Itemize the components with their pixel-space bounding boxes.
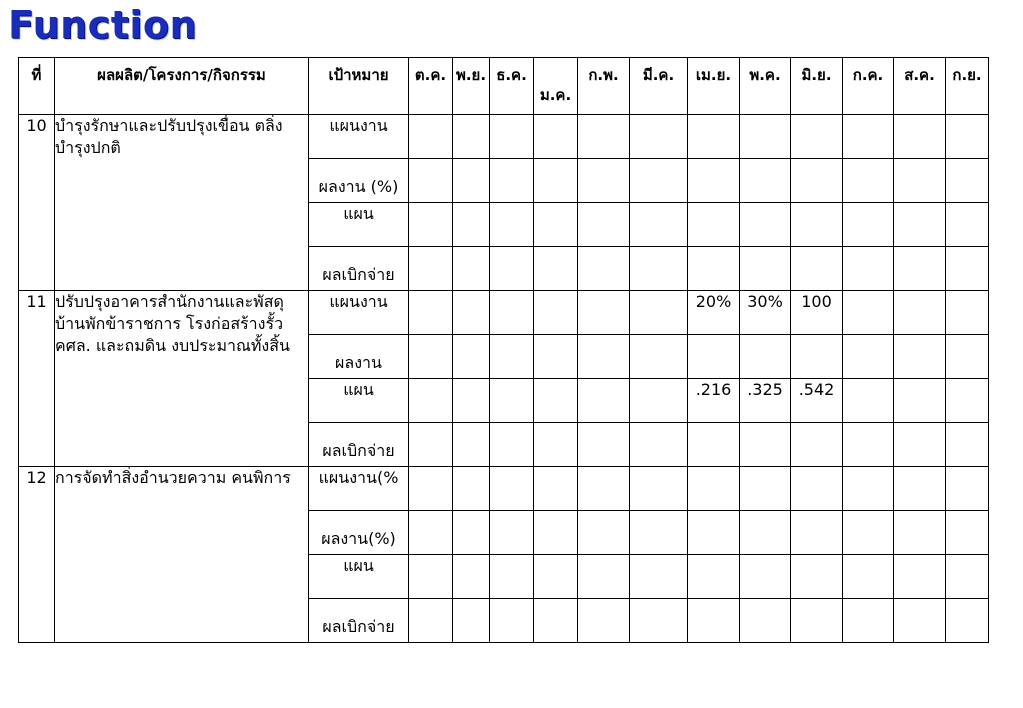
- month-cell: [490, 511, 534, 555]
- project-name: การจัดทำสิ่งอำนวยความ คนพิการ: [55, 467, 309, 643]
- month-cell: [453, 115, 490, 159]
- month-cell: [578, 203, 630, 247]
- target-label: แผนงาน(%: [309, 467, 409, 511]
- month-cell: [843, 203, 894, 247]
- month-cell: [946, 599, 989, 643]
- header-month: พ.ย.: [453, 58, 490, 115]
- month-cell: [630, 467, 688, 511]
- month-cell: [453, 511, 490, 555]
- month-cell: [490, 203, 534, 247]
- page-title: Function: [8, 3, 198, 47]
- month-cell: [409, 379, 453, 423]
- header-target: เป้าหมาย: [309, 58, 409, 115]
- month-cell: .216: [688, 379, 740, 423]
- month-cell: .542: [791, 379, 843, 423]
- month-cell: [578, 247, 630, 291]
- month-cell: [946, 203, 989, 247]
- month-cell: [688, 555, 740, 599]
- month-cell: [688, 247, 740, 291]
- month-cell: [578, 159, 630, 203]
- month-cell: [946, 379, 989, 423]
- plan-table: [18, 57, 989, 643]
- month-cell: [894, 423, 946, 467]
- month-cell: [409, 555, 453, 599]
- month-cell: [630, 511, 688, 555]
- month-cell: [894, 555, 946, 599]
- month-cell: [894, 115, 946, 159]
- row-number: 12: [19, 467, 55, 643]
- month-cell: [791, 203, 843, 247]
- month-cell: [688, 467, 740, 511]
- target-label: แผน: [309, 555, 409, 599]
- target-label: แผน: [309, 379, 409, 423]
- month-cell: [409, 467, 453, 511]
- month-cell: [490, 115, 534, 159]
- header-month: ธ.ค.: [490, 58, 534, 115]
- month-cell: [946, 247, 989, 291]
- month-cell: [946, 159, 989, 203]
- month-cell: [453, 555, 490, 599]
- month-cell: [740, 247, 791, 291]
- month-cell: [409, 115, 453, 159]
- header-month: ส.ค.: [894, 58, 946, 115]
- month-cell: [453, 379, 490, 423]
- month-cell: [409, 291, 453, 335]
- month-cell: [894, 247, 946, 291]
- month-cell: [490, 599, 534, 643]
- month-cell: [843, 379, 894, 423]
- month-cell: [843, 115, 894, 159]
- month-cell: [843, 247, 894, 291]
- month-cell: [946, 511, 989, 555]
- target-label: ผลงาน: [309, 335, 409, 379]
- month-cell: [534, 203, 578, 247]
- month-cell: [791, 599, 843, 643]
- month-cell: [409, 423, 453, 467]
- month-cell: 20%: [688, 291, 740, 335]
- row-number: 10: [19, 115, 55, 291]
- month-cell: [534, 291, 578, 335]
- month-cell: [740, 203, 791, 247]
- month-cell: [688, 203, 740, 247]
- month-cell: [534, 247, 578, 291]
- month-cell: [791, 335, 843, 379]
- month-cell: [843, 335, 894, 379]
- month-cell: [453, 467, 490, 511]
- month-cell: [688, 335, 740, 379]
- month-cell: [490, 379, 534, 423]
- month-cell: [453, 291, 490, 335]
- month-cell: [740, 511, 791, 555]
- month-cell: [534, 511, 578, 555]
- month-cell: [490, 555, 534, 599]
- month-cell: [688, 115, 740, 159]
- header-month: มี.ค.: [630, 58, 688, 115]
- header-month: ก.พ.: [578, 58, 630, 115]
- month-cell: [578, 467, 630, 511]
- month-cell: [490, 291, 534, 335]
- month-cell: 100: [791, 291, 843, 335]
- month-cell: [791, 247, 843, 291]
- month-cell: [409, 247, 453, 291]
- month-cell: [630, 247, 688, 291]
- month-cell: [409, 599, 453, 643]
- month-cell: [946, 291, 989, 335]
- month-cell: [894, 159, 946, 203]
- month-cell: [688, 599, 740, 643]
- month-cell: [791, 511, 843, 555]
- month-cell: [630, 203, 688, 247]
- month-cell: [946, 555, 989, 599]
- table-row: [19, 291, 989, 335]
- month-cell: [946, 115, 989, 159]
- month-cell: [843, 555, 894, 599]
- month-cell: [578, 291, 630, 335]
- target-label: ผลเบิกจ่าย: [309, 599, 409, 643]
- header-no: ที่: [19, 58, 55, 115]
- project-name: บำรุงรักษาและปรับปรุงเขื่อน ตลิ่ง บำรุงปกติ: [55, 115, 309, 291]
- header-month: ต.ค.: [409, 58, 453, 115]
- month-cell: [490, 423, 534, 467]
- month-cell: [894, 379, 946, 423]
- month-cell: [490, 467, 534, 511]
- month-cell: [791, 467, 843, 511]
- month-cell: [630, 423, 688, 467]
- month-cell: [409, 159, 453, 203]
- month-cell: [740, 335, 791, 379]
- header-month: พ.ค.: [740, 58, 791, 115]
- month-cell: [409, 203, 453, 247]
- target-label: แผน: [309, 203, 409, 247]
- table-row: [19, 467, 989, 511]
- month-cell: [534, 335, 578, 379]
- month-cell: [630, 291, 688, 335]
- header-month: มิ.ย.: [791, 58, 843, 115]
- month-cell: [453, 599, 490, 643]
- header-month: ก.ค.: [843, 58, 894, 115]
- month-cell: [578, 379, 630, 423]
- target-label: ผลงาน(%): [309, 511, 409, 555]
- month-cell: [534, 159, 578, 203]
- table-body: [19, 115, 989, 643]
- month-cell: [630, 335, 688, 379]
- month-cell: [791, 555, 843, 599]
- target-label: ผลเบิกจ่าย: [309, 423, 409, 467]
- month-cell: [453, 247, 490, 291]
- month-cell: [791, 115, 843, 159]
- month-cell: [740, 159, 791, 203]
- month-cell: [534, 379, 578, 423]
- target-label: แผนงาน: [309, 115, 409, 159]
- month-cell: [534, 115, 578, 159]
- month-cell: [453, 159, 490, 203]
- month-cell: [409, 335, 453, 379]
- month-cell: [688, 159, 740, 203]
- month-cell: [946, 335, 989, 379]
- header-row: [19, 58, 989, 115]
- month-cell: [843, 423, 894, 467]
- month-cell: [894, 511, 946, 555]
- month-cell: [630, 555, 688, 599]
- month-cell: [453, 335, 490, 379]
- month-cell: [791, 159, 843, 203]
- row-number: 11: [19, 291, 55, 467]
- month-cell: [688, 423, 740, 467]
- month-cell: [630, 159, 688, 203]
- target-label: ผลเบิกจ่าย: [309, 247, 409, 291]
- month-cell: [740, 599, 791, 643]
- month-cell: [534, 555, 578, 599]
- month-cell: [578, 115, 630, 159]
- month-cell: [490, 335, 534, 379]
- month-cell: [453, 203, 490, 247]
- month-cell: .325: [740, 379, 791, 423]
- month-cell: [534, 599, 578, 643]
- month-cell: [578, 599, 630, 643]
- month-cell: [740, 555, 791, 599]
- month-cell: [534, 423, 578, 467]
- month-cell: [578, 555, 630, 599]
- month-cell: [409, 511, 453, 555]
- month-cell: [946, 423, 989, 467]
- header-project: ผลผลิต/โครงการ/กิจกรรม: [55, 58, 309, 115]
- month-cell: [490, 159, 534, 203]
- month-cell: [791, 423, 843, 467]
- month-cell: [843, 511, 894, 555]
- project-name: ปรับปรุงอาคารสำนักงานและพัสดุ บ้านพักข้าราชการ โรงก่อสร้างรั้ว คศล. และถมดิน งบประมาณทั้งสิ้น: [55, 291, 309, 467]
- month-cell: [740, 423, 791, 467]
- month-cell: [740, 115, 791, 159]
- month-cell: [534, 467, 578, 511]
- table-row: [19, 115, 989, 159]
- month-cell: [894, 291, 946, 335]
- target-label: ผลงาน (%): [309, 159, 409, 203]
- month-cell: [843, 291, 894, 335]
- month-cell: [490, 247, 534, 291]
- month-cell: [578, 423, 630, 467]
- month-cell: [740, 467, 791, 511]
- month-cell: [843, 467, 894, 511]
- header-month: เม.ย.: [688, 58, 740, 115]
- month-cell: [630, 379, 688, 423]
- target-label: แผนงาน: [309, 291, 409, 335]
- month-cell: [688, 511, 740, 555]
- month-cell: [946, 467, 989, 511]
- month-cell: [630, 599, 688, 643]
- month-cell: [894, 335, 946, 379]
- month-cell: [843, 159, 894, 203]
- month-cell: [453, 423, 490, 467]
- month-cell: [578, 511, 630, 555]
- month-cell: [630, 115, 688, 159]
- month-cell: [843, 599, 894, 643]
- month-cell: [894, 599, 946, 643]
- month-cell: [578, 335, 630, 379]
- month-cell: 30%: [740, 291, 791, 335]
- header-month: ม.ค.: [534, 58, 578, 115]
- month-cell: [894, 467, 946, 511]
- header-month: ก.ย.: [946, 58, 989, 115]
- month-cell: [894, 203, 946, 247]
